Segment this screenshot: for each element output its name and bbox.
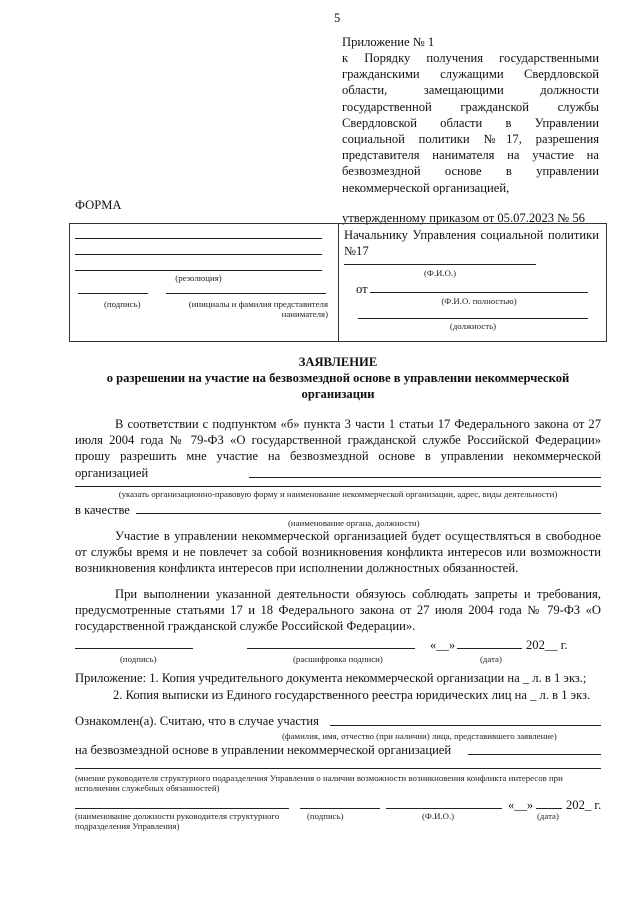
acquainted-text-2: на безвозмездной основе в управлении некоммерческой организацией: [75, 743, 452, 757]
acquainted-name-line: [330, 725, 601, 726]
head-fio-caption: (Ф.И.О.): [422, 811, 455, 821]
head-position-caption: (наименование должности руководителя структурного подразделения Управления): [75, 811, 280, 831]
document-subtitle: о разрешении на участие на безвозмездной основе в управлении некоммерческой организации: [106, 371, 570, 402]
conflict-paragraph: Участие в управлении некоммерческой организацией будет осуществляться в свободное от службы время и не повлечет за собой возникновения конфликта интересов или возможности возникновения конфликта интересов при исполнении должностных обязанностей.: [75, 529, 601, 576]
acquainted-org-line: [468, 754, 601, 755]
opinion-caption: (мнение руководителя структурного подразделения Управления о наличии возможности возникновения конфликта интересов при исполнении служебных обязанностей): [75, 773, 563, 793]
appendix-title: Приложение № 1: [342, 35, 435, 49]
applicant-transcript-caption: (расшифровка подписи): [293, 654, 383, 664]
applicant-transcript-line: [247, 648, 415, 649]
addressee-fio-line: [344, 264, 536, 265]
fio-caption: (Ф.И.О.): [423, 268, 457, 278]
position-caption: (должность): [449, 321, 497, 331]
appendix-text: к Порядку получения государственными гражданскими служащими Свердловской области, замещающими должности государственной гражданской службы Свердловской области в Управлении социальной политики №17, разрешения представителя нанимателя на участие на безвозмездной основе в управлении некоммерческой организацией,: [342, 51, 599, 195]
capacity-line: [136, 513, 601, 514]
org-line-1: [249, 477, 601, 478]
form-label: ФОРМА: [75, 198, 122, 212]
fio-full-caption: (Ф.И.О. полностью): [441, 296, 517, 306]
signature-caption: (подпись): [104, 299, 141, 309]
acquainted-text: Ознакомлен(а). Считаю, что в случае участия: [75, 714, 319, 728]
page-number: 5: [334, 11, 341, 25]
position-line: [358, 318, 588, 319]
date-open-1: «__»: [430, 638, 456, 652]
attachment-2: 2. Копия выписки из Единого государственного реестра юридических лиц на _ л. в 1 экз.: [113, 688, 591, 702]
capacity-caption: (наименование органа, должности): [288, 518, 420, 528]
head-position-line: [75, 808, 289, 809]
addressee: Начальнику Управления социальной политики №17: [344, 228, 599, 259]
head-fio-line: [386, 808, 502, 809]
applicant-signature-caption: (подпись): [120, 654, 157, 664]
resolution-line-3: [75, 270, 322, 271]
resolution-line-1: [75, 238, 322, 239]
from-fio-line: [370, 292, 588, 293]
attachment-1: Приложение: 1. Копия учредительного документа некоммерческой организации на _ л. в 1 экз.;: [75, 671, 587, 685]
resolution-caption: (резолюция): [175, 273, 222, 283]
acquainted-caption: (фамилия, имя, отчество (при наличии) лица, представившего заявление): [282, 731, 557, 741]
initials-line: [166, 293, 326, 294]
appendix-approved: утвержденному приказом от 05.07.2023 № 56: [342, 211, 585, 225]
head-signature-caption: (подпись): [307, 811, 344, 821]
resolution-line-2: [75, 254, 322, 255]
date-month-line-1: [457, 648, 522, 649]
head-date-caption: (дата): [537, 811, 559, 821]
date-open-2: «__»: [508, 798, 534, 812]
obligation-paragraph: При выполнении указанной деятельности обязуюсь соблюдать запреты и требования, предусмотренные статьями 17 и 18 Федерального закона от 27 июля 2004 года № 79-ФЗ «О государственной гражданской службе Российской Федерации».: [75, 587, 601, 634]
initials-caption: (инициалы и фамилия представителя нанимателя): [188, 299, 328, 319]
org-line-2: [75, 486, 601, 487]
date-year-1: 202__ г.: [526, 638, 568, 652]
head-signature-line: [300, 808, 380, 809]
request-paragraph: В соответствии с подпунктом «б» пункта 3 части 1 статьи 17 Федерального закона от 27 июля 2004 года № 79-ФЗ «О государственной гражданской службе Российской Федерации» прошу разрешить мне участие на безвозмездной основе в управлении некоммерческой организацией: [75, 417, 601, 480]
signature-line: [78, 293, 148, 294]
document-title: ЗАЯВЛЕНИЕ: [298, 355, 378, 369]
date-month-line-2: [536, 808, 562, 809]
org-caption: (указать организационно-правовую форму и наименование некоммерческой организации, адрес, виды деятельности): [118, 489, 558, 499]
box-divider: [338, 223, 339, 341]
capacity-label: в качестве: [75, 503, 130, 517]
opinion-line: [75, 768, 601, 769]
applicant-signature-line: [75, 648, 193, 649]
date-year-2: 202_ г.: [566, 798, 602, 812]
applicant-date-caption: (дата): [480, 654, 502, 664]
from-label: от: [356, 282, 368, 296]
